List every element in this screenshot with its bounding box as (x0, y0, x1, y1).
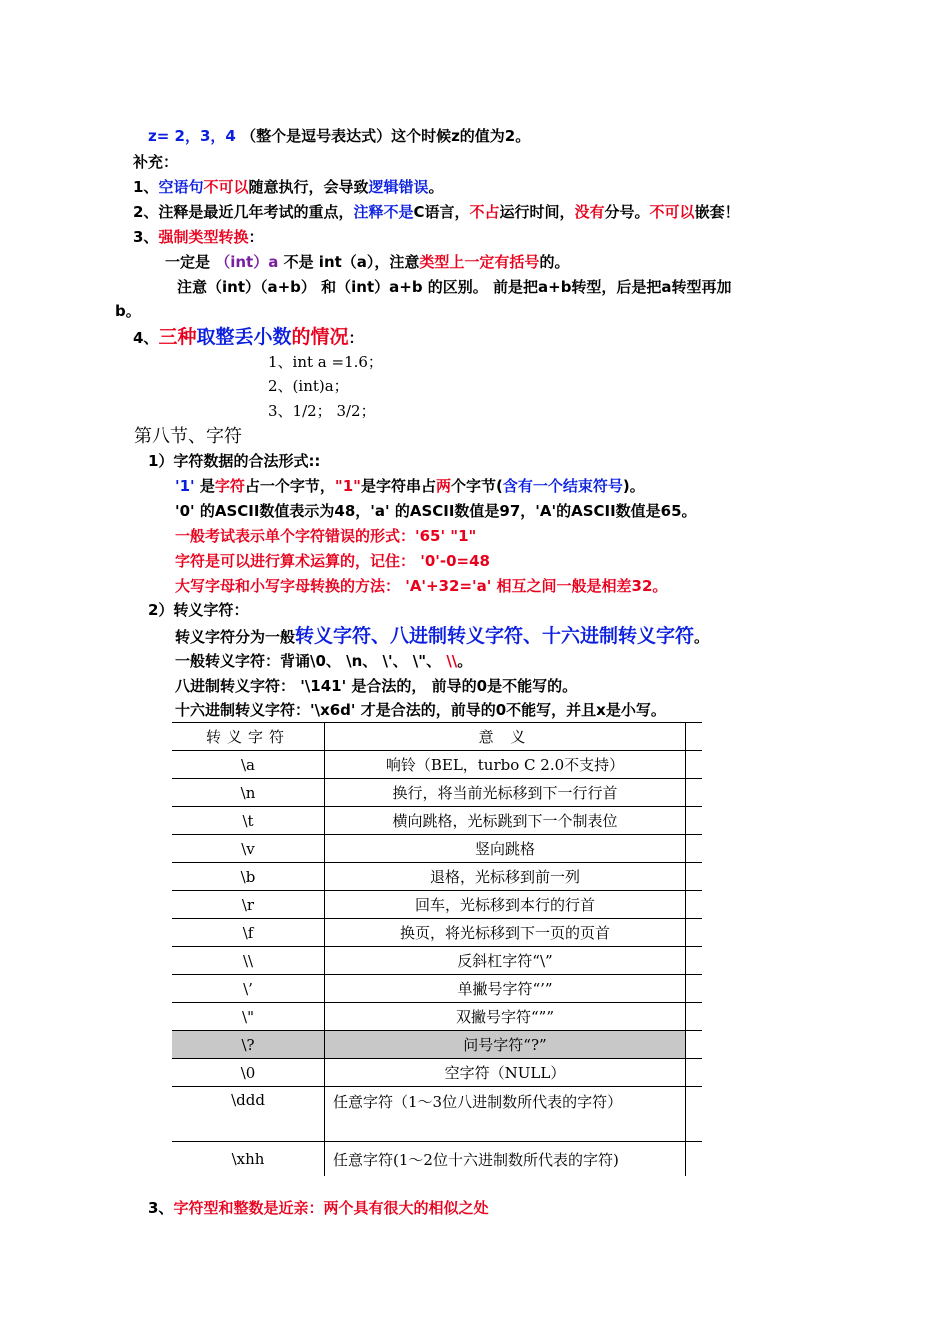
s1-l1-char: 字符 (214, 477, 245, 495)
string-1: "1" (334, 477, 361, 495)
s1-l1-string: 是字符串占 (360, 477, 436, 495)
item-1-number: 1、 (133, 178, 159, 196)
s1-l1-two: 两 (435, 477, 451, 495)
item-2-not-c: 注释不是 (353, 203, 414, 221)
table-row (172, 919, 702, 947)
section-8-title: 第八节、字符 (134, 426, 242, 447)
case-3: 3、1/2； 3/2； (268, 402, 376, 420)
table-row (172, 1059, 702, 1087)
table-row (172, 1142, 702, 1177)
s1-line-2: '0' 的ASCII数值表示为48，'a' 的ASCII数值是97，'A'的ASCII数值是65。 (175, 502, 697, 520)
escape-table (172, 722, 702, 1176)
supplement-label: 补充： (133, 153, 179, 171)
item-4-number: 4、 (133, 329, 159, 347)
escape-cell: \’ (172, 975, 325, 1003)
header-escape-char: 转义字符 (172, 723, 325, 751)
table-row (172, 947, 702, 975)
table-row (172, 891, 702, 919)
s1-l1-bytes: 个字节( (451, 477, 503, 495)
escape-cell: \t (172, 807, 325, 835)
meaning-cell: 横向跳格，光标跳到下一个制表位 (325, 807, 686, 835)
table-row (172, 1003, 702, 1031)
item-1-logic-error: 逻辑错误 (368, 178, 429, 196)
s1-line-1 (175, 476, 645, 496)
s2-line-3: 八进制转义字符： '\141' 是合法的， 前导的0是不能写的。 (175, 677, 578, 695)
cast-text-end: 的。 (539, 253, 570, 271)
item-1-end: 。 (428, 178, 444, 196)
escape-cell: \xhh (172, 1142, 325, 1177)
s2-l2-text: 一般转义字符：背诵\0、 \n、 \'、 \"、 (175, 652, 447, 670)
item-3 (133, 227, 263, 247)
item-2-nest: 嵌套！ (694, 203, 740, 221)
cast-parentheses-note: 类型上一定有括号 (419, 253, 540, 271)
item-2 (133, 202, 740, 222)
char-1: '1' (175, 477, 200, 495)
item-1 (133, 177, 444, 197)
s1-l1-end: )。 (622, 477, 645, 495)
escape-cell: \" (172, 1003, 325, 1031)
s1-line-3: 一般考试表示单个字符错误的形式：'65' "1" (175, 527, 477, 545)
s1-l1-one-byte: 占一个字节， (244, 477, 335, 495)
meaning-cell: 反斜杠字符“\” (325, 947, 686, 975)
escape-cell: \b (172, 863, 325, 891)
escape-cell: \a (172, 751, 325, 779)
item-3-number: 3、 (133, 228, 159, 246)
meaning-cell: 双撇号字符“”” (325, 1003, 686, 1031)
table-row (172, 835, 702, 863)
meaning-cell: 任意字符（1～3位八进制数所代表的字符） (325, 1087, 686, 1142)
escape-cell: \f (172, 919, 325, 947)
item-2-semicolon: 分号。 (604, 203, 650, 221)
meaning-cell: 竖向跳格 (325, 835, 686, 863)
item-4-truncate: 取整丢小数 (196, 326, 292, 348)
escape-cell: \0 (172, 1059, 325, 1087)
meaning-cell: 回车，光标移到本行的行首 (325, 891, 686, 919)
s2-line-4: 十六进制转义字符：'\x6d' 才是合法的，前导的0不能写，并且x是小写。 (175, 701, 666, 719)
s2-line-2 (175, 651, 472, 671)
table-header-row (172, 723, 702, 751)
item-3-line-2: 注意（int）（a+b） 和（int）a+b 的区别。 前是把a+b转型，后是把a转型再加 (177, 278, 732, 296)
escape-cell: \? (172, 1031, 325, 1059)
s2-l1-end: 。 (694, 628, 710, 646)
meaning-cell: 换行，将当前光标移到下一行行首 (325, 779, 686, 807)
item-4-colon: ： (348, 329, 364, 347)
table-row (172, 975, 702, 1003)
escape-cell: \ddd (172, 1087, 325, 1142)
escape-cell: \n (172, 779, 325, 807)
meaning-cell: 问号字符“?” (325, 1031, 686, 1059)
table-row-highlighted (172, 1031, 702, 1059)
item-1-not-allowed: 不可以 (203, 178, 249, 196)
meaning-cell: 换页，将光标移到下一页的页首 (325, 919, 686, 947)
cast-text-b: 不是 int（a），注意 (278, 253, 420, 271)
s3-text: 字符型和整数是近亲：两个具有很大的相似之处 (173, 1199, 489, 1217)
table-row (172, 779, 702, 807)
case-1: 1、int a =1.6； (268, 353, 383, 371)
s2-l2-end: 。 (457, 652, 473, 670)
item-3-line-2-wrap: b。 (115, 302, 141, 320)
line-z-value (148, 126, 530, 146)
s2-l2-backslash: \\ (446, 652, 458, 670)
s1-line-4: 字符是可以进行算术运算的，记住： '0'-0=48 (175, 552, 490, 570)
z-expression: z= 2，3，4 (148, 127, 242, 145)
s2-l1-types: 转义字符、八进制转义字符、十六进制转义字符 (295, 625, 695, 647)
meaning-cell: 退格，光标移到前一列 (325, 863, 686, 891)
table-row (172, 751, 702, 779)
item-1-text: 随意执行，会导致 (248, 178, 369, 196)
item-2-no-time: 不占 (469, 203, 500, 221)
s2-line-1 (175, 623, 709, 650)
item-2-no-nest: 不可以 (649, 203, 695, 221)
meaning-cell: 响铃（BEL，turbo C 2.0不支持） (325, 751, 686, 779)
item-4 (133, 324, 364, 351)
s1-title: 1）字符数据的合法形式:: (148, 452, 321, 470)
table-row (172, 807, 702, 835)
escape-cell: \\ (172, 947, 325, 975)
escape-cell: \r (172, 891, 325, 919)
z-explanation: （整个是逗号表达式）这个时候z的值为2。 (241, 127, 531, 145)
s3-line (148, 1198, 488, 1218)
cast-example: （int）a (215, 253, 279, 271)
s2-l1-text: 转义字符分为一般 (175, 628, 296, 646)
s1-l1-is: 是 (199, 477, 215, 495)
s1-line-5: 大写字母和小写字母转换的方法： 'A'+32='a' 相互之间一般是相差32。 (175, 577, 668, 595)
item-3-line-1 (165, 252, 569, 272)
item-4-cases: 的情况 (291, 326, 349, 348)
case-2: 2、(int)a； (268, 377, 349, 395)
item-2-c-lang: C语言， (413, 203, 470, 221)
item-2-no-semicolon: 没有 (574, 203, 605, 221)
table-row (172, 1087, 702, 1142)
item-1-term: 空语句 (158, 178, 204, 196)
item-3-cast: 强制类型转换 (158, 228, 249, 246)
item-4-three: 三种 (158, 326, 197, 348)
s2-title: 2）转义字符： (148, 601, 249, 619)
s1-l1-terminator: 含有一个结束符号 (502, 477, 623, 495)
header-meaning: 意 义 (325, 723, 686, 751)
item-3-colon: ： (248, 228, 264, 246)
meaning-cell: 空字符（NULL） (325, 1059, 686, 1087)
cast-text-a: 一定是 (165, 253, 216, 271)
meaning-cell: 单撇号字符“’” (325, 975, 686, 1003)
table-row (172, 863, 702, 891)
item-2-text: 2、注释是最近几年考试的重点， (133, 203, 354, 221)
escape-cell: \v (172, 835, 325, 863)
item-2-runtime: 运行时间， (499, 203, 575, 221)
meaning-cell: 任意字符(1～2位十六进制数所代表的字符) (325, 1142, 686, 1177)
s3-number: 3、 (148, 1199, 174, 1217)
